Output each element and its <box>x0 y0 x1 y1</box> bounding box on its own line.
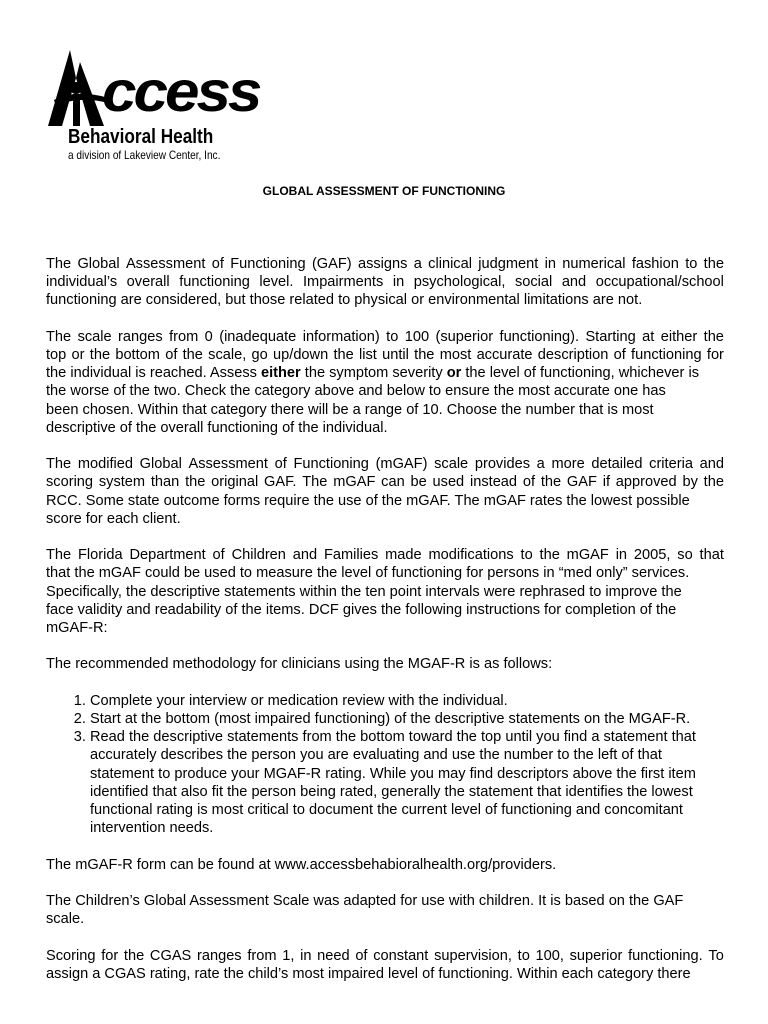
access-logo <box>46 48 268 166</box>
text-line: intervention needs. <box>90 820 214 837</box>
text-line: descriptive of the overall functioning of the individual. <box>46 419 388 436</box>
text-line: functioning are considered, but those related to physical or environmental limitations are not. <box>46 292 643 309</box>
list-item <box>90 728 724 837</box>
methodology-steps <box>46 692 724 838</box>
paragraph-mgaf <box>46 455 724 528</box>
text-line: The scale ranges from 0 (inadequate information) to 100 (superior functioning). Starting at either the <box>46 328 724 345</box>
paragraph-dcf <box>46 546 724 637</box>
logo-wordmark: ccess <box>102 60 260 124</box>
paragraph-form-link: The mGAF-R form can be found at www.accessbehabioralhealth.org/providers. <box>46 856 557 873</box>
list-item: 1. Complete your interview or medication review with the individual. <box>90 692 724 710</box>
text-line: scoring system than the original GAF. The mGAF can be used instead of the GAF if approved by the <box>46 474 724 491</box>
text-line: statement to produce your MGAF-R rating. While you may find descriptors above the first item <box>90 765 696 782</box>
text-line: assign a CGAS rating, rate the child’s most impaired level of functioning. Within each category there <box>46 965 691 982</box>
text-line: accurately describes the person you are evaluating and use the number to the left of that <box>90 747 662 764</box>
text-line: identified that also fit the person being rated, generally the statement that identifies the lowest <box>90 783 693 800</box>
text-line: Specifically, the descriptive statements within the ten point intervals were rephrased to improve the <box>46 583 682 600</box>
text-line: mGAF-R: <box>46 620 108 637</box>
page-title: GLOBAL ASSESSMENT OF FUNCTIONING <box>262 184 506 198</box>
paragraph-scale-range <box>46 328 724 437</box>
text-line: scale. <box>46 911 85 928</box>
paragraph-cgas-scoring <box>46 947 724 983</box>
text-line: the individual is reached. Assess either the symptom severity or the level of functioning, whichever is <box>46 365 699 382</box>
text-line: functional rating is most critical to document the current level of functioning and concomitant <box>90 802 683 819</box>
paragraph-gaf-intro <box>46 255 724 310</box>
text-line: 3. Read the descriptive statements from the bottom toward the top until you find a statement that <box>90 729 696 746</box>
logo-subtitle: Behavioral Health <box>68 126 214 148</box>
logo-division: a division of Lakeview Center, Inc. <box>68 148 221 162</box>
bold-either: either <box>260 365 301 382</box>
text-line: The modified Global Assessment of Functioning (mGAF) scale provides a more detailed criteria and <box>46 456 724 473</box>
text-line: face validity and readability of the items. DCF gives the following instructions for completion of the <box>46 601 677 618</box>
paragraph-methodology: The recommended methodology for clinicians using the MGAF-R is as follows: <box>46 656 553 673</box>
text-line: the worse of the two. Check the category above and below to ensure the most accurate one has <box>46 383 666 400</box>
text-line: The Florida Department of Children and Families made modifications to the mGAF in 2005, so that <box>46 547 724 564</box>
text-line: score for each client. <box>46 510 181 527</box>
bold-or: or <box>446 365 462 382</box>
document-body <box>46 255 724 1001</box>
text-line: RCC. Some state outcome forms require the use of the mGAF. The mGAF rates the lowest possible <box>46 492 690 509</box>
text-line: The Children’s Global Assessment Scale was adapted for use with children. It is based on the GAF <box>46 893 684 909</box>
text-line: individual’s overall functioning level. Impairments in psychological, social and occupational/school <box>46 274 724 291</box>
text-line: been chosen. Within that category there will be a range of 10. Choose the number that is most <box>46 401 654 418</box>
text-line: that the mGAF could be used to measure the level of functioning for persons in “med only” services. <box>46 565 690 582</box>
text-line: Scoring for the CGAS ranges from 1, in need of constant supervision, to 100, superior functioning. To <box>46 947 724 964</box>
list-item: 2. Start at the bottom (most impaired functioning) of the descriptive statements on the MGAF-R. <box>90 710 724 728</box>
paragraph-cgas <box>46 892 724 928</box>
text-line: top or the bottom of the scale, go up/down the list until the most accurate description of functioning for <box>46 347 724 363</box>
text-line: The Global Assessment of Functioning (GAF) assigns a clinical judgment in numerical fashion to the <box>46 256 724 272</box>
